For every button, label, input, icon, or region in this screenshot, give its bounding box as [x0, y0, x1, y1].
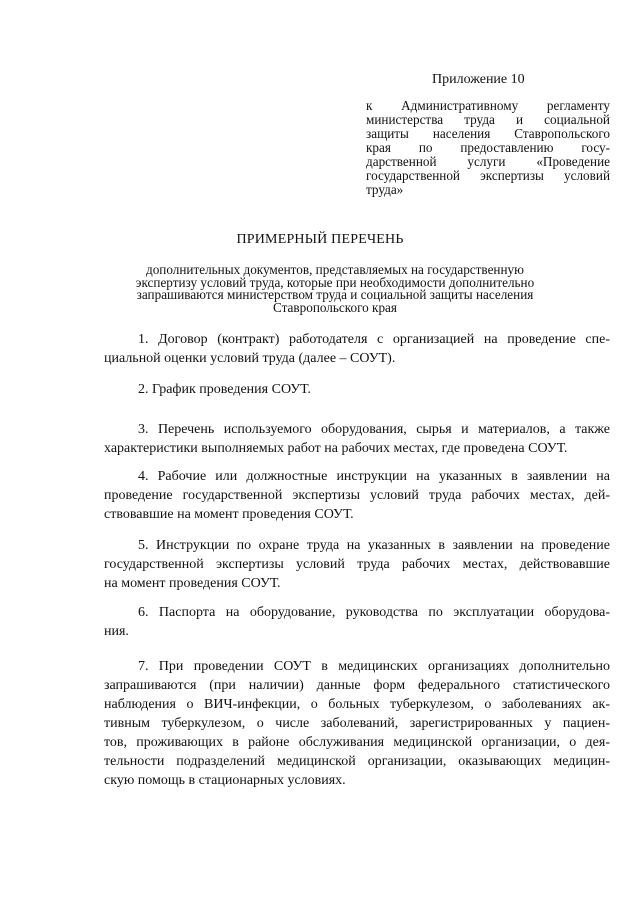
list-item-line: тельности подразделений медицинской организации, оказывающих медицин-: [104, 754, 610, 769]
appendix-note-line: труда»: [366, 182, 404, 197]
list-item-line: тивным туберкулезом, о числе заболеваний, зарегистрированных у пациен-: [104, 716, 610, 731]
list-item-line: наблюдения о ВИЧ-инфекции, о больных туберкулезом, о заболеваниях ак-: [104, 697, 610, 712]
list-item-line: 3. Перечень используемого оборудования, сырья и материалов, а также: [138, 422, 610, 437]
appendix-note-line: защиты населения Ставропольского: [366, 126, 610, 141]
list-item-line: характеристики выполняемых работ на рабочих местах, где проведена СОУТ.: [104, 441, 568, 456]
list-item-line: на момент проведения СОУТ.: [104, 576, 281, 591]
list-item-line: 1. Договор (контракт) работодателя с организацией на проведение спе-: [138, 332, 610, 347]
list-item: [104, 657, 610, 790]
list-item-line: циальной оценки условий труда (далее – СОУТ).: [104, 351, 396, 366]
list-item-line: 4. Рабочие или должностные инструкции на указанных в заявлении на: [138, 469, 610, 484]
appendix-note-line: дарственной услуги «Проведение: [366, 154, 610, 169]
document-title: ПРИМЕРНЫЙ ПЕРЕЧЕНЬ: [236, 232, 404, 247]
appendix-note-line: министерства труда и социальной: [366, 112, 610, 127]
list-item-line: 2. График проведения СОУТ.: [138, 382, 311, 397]
appendix-note: [366, 99, 610, 197]
list-item-line: 7. При проведении СОУТ в медицинских организациях дополнительно: [138, 659, 610, 674]
list-item-line: ния.: [104, 624, 129, 639]
list-item: [104, 330, 610, 368]
list-item-line: скую помощь в стационарных условиях.: [104, 773, 346, 788]
list-item-line: запрашиваются (при наличии) данные форм федерального статистического: [104, 678, 610, 693]
subtitle-line: дополнительных документов, представляемых на государственную: [145, 262, 524, 277]
list-item: [104, 467, 610, 524]
list-item: [104, 380, 610, 399]
subtitle-line: запрашиваются министерством труда и социальной защиты населения: [136, 287, 534, 302]
list-item: [104, 603, 610, 641]
list-item: [104, 536, 610, 593]
subtitle-line: экспертизу условий труда, которые при необходимости дополнительно: [135, 274, 535, 290]
appendix-title: Приложение 10: [432, 72, 525, 87]
list-item-line: 6. Паспорта на оборудование, руководства по эксплуатации оборудова-: [138, 605, 610, 620]
appendix-note-line: края по предоставлению госу-: [366, 140, 610, 155]
list-item-line: тов, проживающих в районе обслуживания медицинской организации, о дея-: [104, 735, 610, 750]
list-item-line: ствовавшие на момент проведения СОУТ.: [104, 507, 354, 522]
document-subtitle: [100, 264, 570, 314]
appendix-note-line: государственной экспертизы условий: [366, 168, 610, 183]
list-item: [104, 420, 610, 458]
list-item-line: проведение государственной экспертизы условий труда рабочих местах, дей-: [104, 488, 610, 503]
list-item-line: 5. Инструкции по охране труда на указанных в заявлении на проведение: [138, 538, 610, 553]
appendix-note-line: к Административному регламенту: [366, 98, 610, 113]
subtitle-line: Ставропольского края: [273, 299, 397, 315]
list-item-line: государственной экспертизы условий труда рабочих местах, действовавшие: [104, 557, 610, 572]
